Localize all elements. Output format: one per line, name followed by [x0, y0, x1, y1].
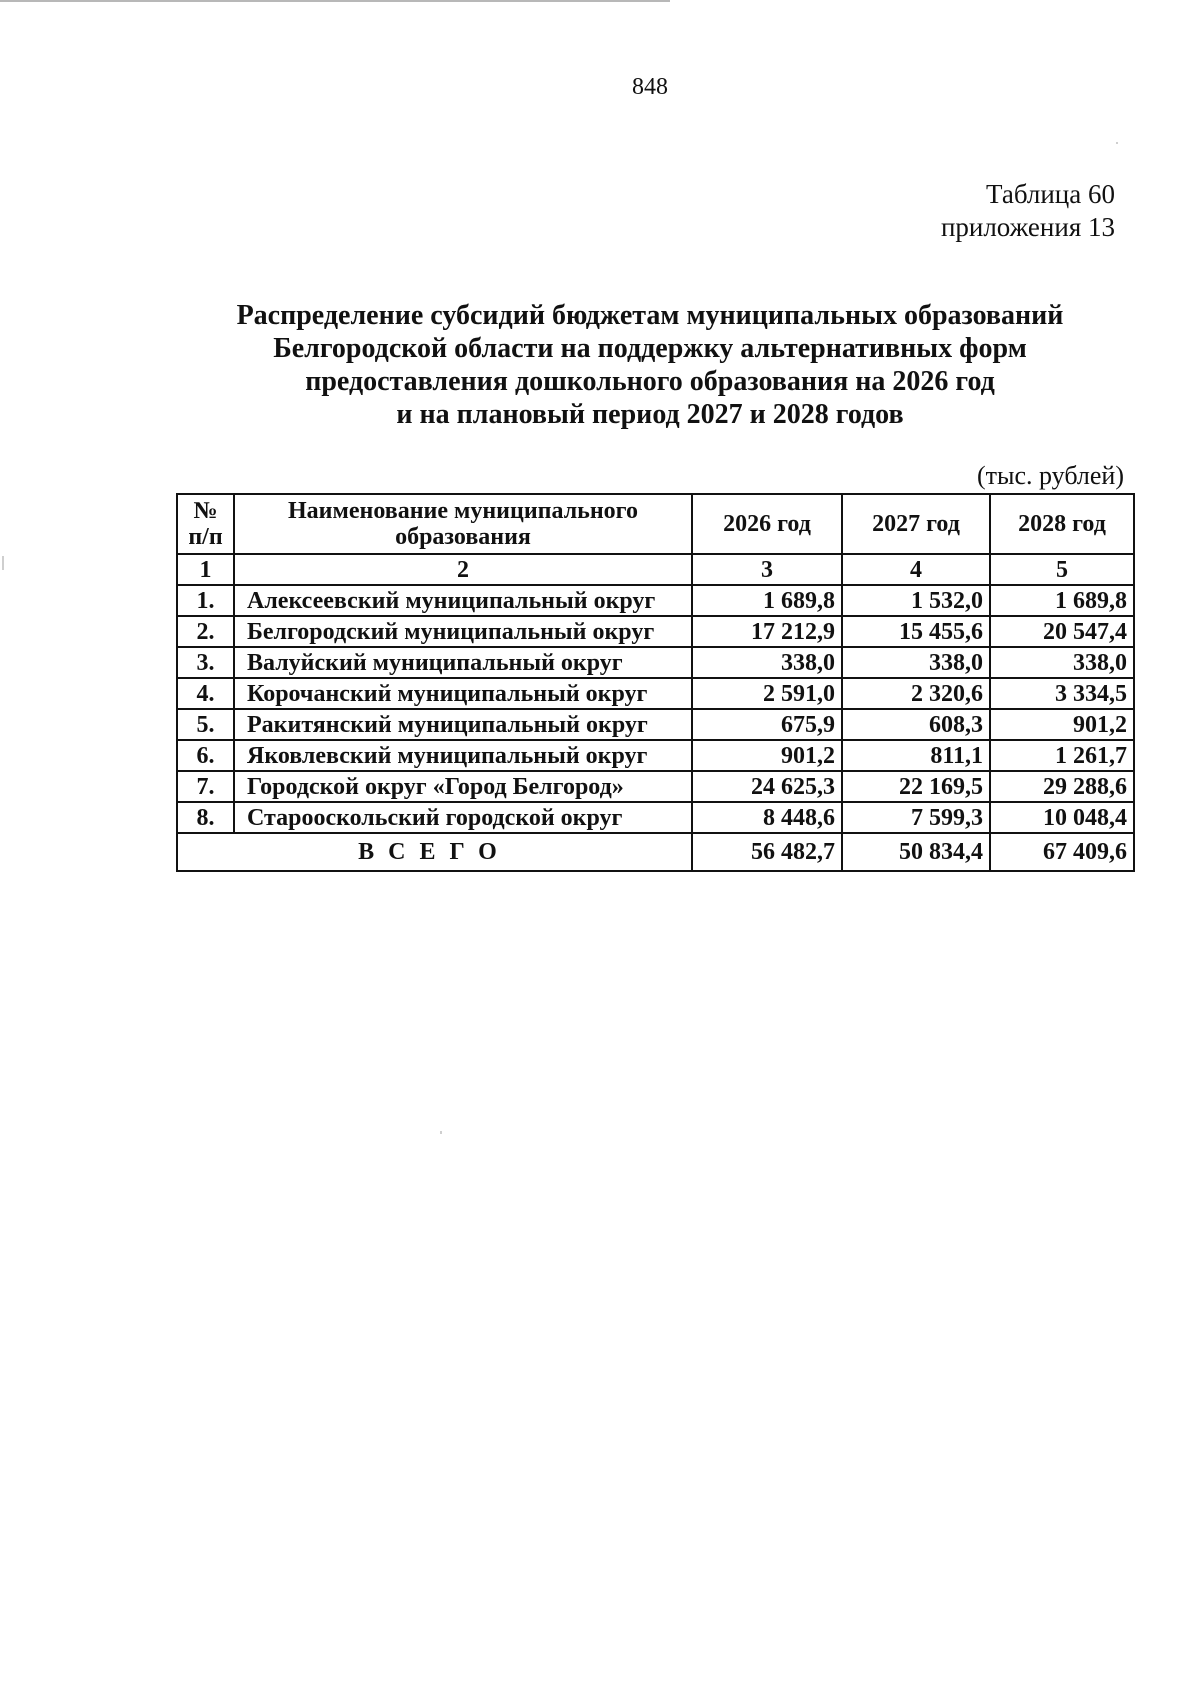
header-name-line2: образования — [395, 524, 531, 550]
value-2026: 2 591,0 — [692, 678, 842, 709]
table-row — [177, 802, 1134, 833]
column-index-cell: 2 — [234, 554, 692, 585]
table-row — [177, 616, 1134, 647]
row-number: 6. — [177, 740, 234, 771]
document-title — [180, 299, 1120, 431]
total-label: ВСЕГО — [177, 833, 692, 871]
municipality-name: Старооскольский городской округ — [234, 802, 692, 833]
value-2028: 29 288,6 — [990, 771, 1134, 802]
row-number: 5. — [177, 709, 234, 740]
value-2026: 17 212,9 — [692, 616, 842, 647]
municipality-name: Корочанский муниципальный округ — [234, 678, 692, 709]
municipality-name: Белгородский муниципальный округ — [234, 616, 692, 647]
title-line-2: Белгородской области на поддержку альтернативных форм — [273, 333, 1027, 364]
value-2028: 20 547,4 — [990, 616, 1134, 647]
municipality-name: Валуйский муниципальный округ — [234, 647, 692, 678]
table-row — [177, 585, 1134, 616]
value-2027: 1 532,0 — [842, 585, 990, 616]
municipality-name: Яковлевский муниципальный округ — [234, 740, 692, 771]
header-num — [177, 494, 234, 554]
table-header-row — [177, 494, 1134, 554]
header-year-2027: 2027 год — [842, 494, 990, 554]
municipality-name: Алексеевский муниципальный округ — [234, 585, 692, 616]
scan-speck — [2, 556, 4, 570]
header-name-line1: Наименование муниципального — [288, 498, 638, 524]
value-2028: 3 334,5 — [990, 678, 1134, 709]
units-label: (тыс. рублей) — [976, 461, 1124, 490]
title-line-4: и на плановый период 2027 и 2028 годов — [396, 399, 904, 430]
column-index-cell: 3 — [692, 554, 842, 585]
title-line-1: Распределение субсидий бюджетам муниципальных образований — [236, 300, 1064, 331]
column-index-cell: 4 — [842, 554, 990, 585]
column-index-row — [177, 554, 1134, 585]
value-2028: 1 261,7 — [990, 740, 1134, 771]
table-label — [941, 178, 1115, 244]
value-2026: 675,9 — [692, 709, 842, 740]
header-year-2028: 2028 год — [990, 494, 1134, 554]
table-label-line2: приложения 13 — [940, 212, 1115, 242]
table-row — [177, 678, 1134, 709]
value-2027: 2 320,6 — [842, 678, 990, 709]
value-2026: 1 689,8 — [692, 585, 842, 616]
total-row — [177, 833, 1134, 871]
scan-speck — [440, 1131, 442, 1134]
value-2027: 7 599,3 — [842, 802, 990, 833]
total-2028: 67 409,6 — [990, 833, 1134, 871]
value-2026: 8 448,6 — [692, 802, 842, 833]
page-number: 848 — [632, 74, 668, 100]
value-2028: 10 048,4 — [990, 802, 1134, 833]
row-number: 8. — [177, 802, 234, 833]
value-2028: 901,2 — [990, 709, 1134, 740]
subsidy-table — [176, 493, 1135, 872]
header-num-line2: п/п — [188, 524, 223, 550]
column-index-cell: 1 — [177, 554, 234, 585]
table-row — [177, 709, 1134, 740]
title-line-3: предоставления дошкольного образования на 2026 год — [305, 366, 995, 397]
header-year-2026: 2026 год — [692, 494, 842, 554]
row-number: 3. — [177, 647, 234, 678]
row-number: 7. — [177, 771, 234, 802]
table-row — [177, 647, 1134, 678]
value-2027: 15 455,6 — [842, 616, 990, 647]
value-2027: 608,3 — [842, 709, 990, 740]
value-2028: 338,0 — [990, 647, 1134, 678]
scan-speck — [1116, 142, 1118, 144]
column-index-cell: 5 — [990, 554, 1134, 585]
value-2028: 1 689,8 — [990, 585, 1134, 616]
value-2027: 338,0 — [842, 647, 990, 678]
value-2027: 811,1 — [842, 740, 990, 771]
municipality-name: Ракитянский муниципальный округ — [234, 709, 692, 740]
table-row — [177, 771, 1134, 802]
row-number: 4. — [177, 678, 234, 709]
value-2026: 24 625,3 — [692, 771, 842, 802]
table-label-line1: Таблица 60 — [986, 179, 1115, 209]
total-2026: 56 482,7 — [692, 833, 842, 871]
value-2027: 22 169,5 — [842, 771, 990, 802]
row-number: 2. — [177, 616, 234, 647]
total-2027: 50 834,4 — [842, 833, 990, 871]
header-name — [234, 494, 692, 554]
table-row — [177, 740, 1134, 771]
value-2026: 901,2 — [692, 740, 842, 771]
header-num-line1: № — [193, 498, 218, 524]
scan-top-rule — [0, 0, 670, 2]
municipality-name: Городской округ «Город Белгород» — [234, 771, 692, 802]
row-number: 1. — [177, 585, 234, 616]
value-2026: 338,0 — [692, 647, 842, 678]
